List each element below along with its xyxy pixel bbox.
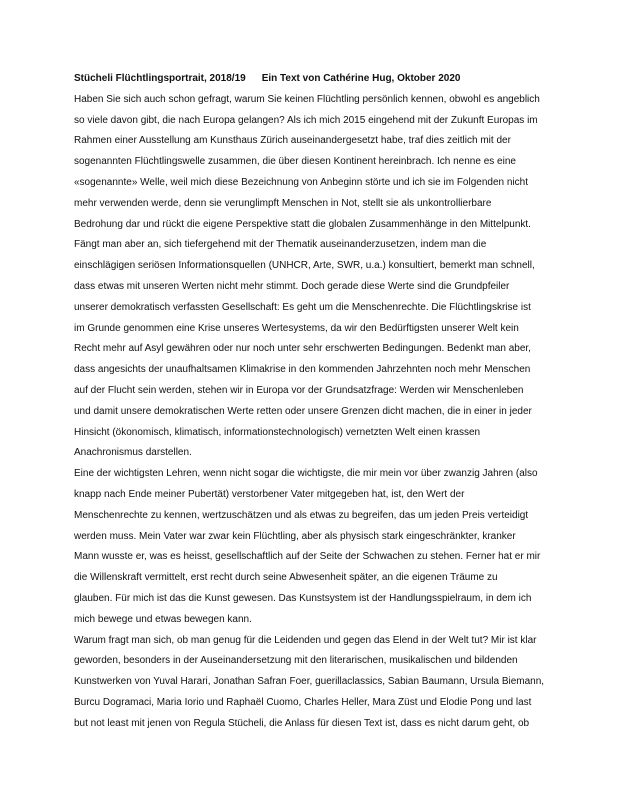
text-line: mich bewege und etwas bewegen kann. (74, 613, 252, 625)
text-line: unserer demokratisch verfassten Gesellschaft: Es geht um die Menschenrechte. Die Flüchtlingskrise ist (74, 301, 531, 313)
text-line: werden muss. Mein Vater war zwar kein Flüchtling, aber als physisch stark eingeschränkter, kranker (74, 530, 516, 542)
text-line: im Grunde genommen eine Krise unseres Wertesystems, da wir den Bedürftigsten unserer Welt kein (74, 322, 519, 334)
text-line: sogenannten Flüchtlingswelle zusammen, die über diesen Kontinent hereinbrach. Ich nenne es eine (74, 156, 516, 168)
text-line: so viele davon gibt, die nach Europa gelangen? Als ich mich 2015 eingehend mit der Zukunft Europas im (74, 114, 538, 126)
text-line: knapp nach Ende meiner Pubertät) verstorbener Vater mitgegeben hat, ist, den Wert der (74, 488, 465, 500)
text-line: Kunstwerken von Yuval Harari, Jonathan Safran Foer, guerillaclassics, Sabian Baumann, Ursula Biemann, (74, 676, 545, 688)
text-line: die Willenskraft vermittelt, erst recht durch seine Abwesenheit später, an die eigenen Träume zu (74, 572, 498, 584)
text-line: Menschenrechte zu kennen, wertzuschätzen und als etwas zu begreifen, das um jeden Preis verteidigt (74, 509, 529, 521)
document-title (74, 69, 560, 90)
title-author: Ein Text von Cathérine Hug, Oktober 2020 (261, 73, 461, 84)
text-line: glauben. Für mich ist das die Kunst gewesen. Das Kunstsystem ist der Handlungsspielraum, in dem ich (74, 592, 532, 604)
text-line: Anachronismus darstellen. (74, 447, 192, 459)
paragraph (74, 90, 560, 464)
text-line: geworden, besonders in der Auseinandersetzung mit den literarischen, musikalischen und bildenden (74, 655, 518, 667)
text-line: Burcu Dogramaci, Maria Iorio und Raphaël Cuomo, Charles Heller, Mara Züst und Elodie Pong und last (74, 696, 532, 708)
text-line: Haben Sie sich auch schon gefragt, warum Sie keinen Flüchtling persönlich kennen, obwohl es angeblich (74, 93, 540, 105)
text-line: dass etwas mit unseren Werten nicht mehr stimmt. Doch gerade diese Werte sind die Grundpfeiler (74, 280, 510, 292)
text-line: Warum fragt man sich, ob man genug für die Leidenden und gegen das Elend in der Welt tut? Mir ist klar (74, 634, 537, 646)
text-line: auf der Flucht sein werden, stehen wir in Europa vor der Grundsatzfrage: Werden wir Menschenleben (74, 384, 524, 396)
text-line: Eine der wichtigsten Lehren, wenn nicht sogar die wichtigste, die mir mein vor über zwanzig Jahren (also (74, 468, 538, 480)
paragraph (74, 464, 560, 630)
document-body (74, 69, 560, 735)
text-line: Bedrohung dar und rückt die eigene Perspektive statt die globalen Zusammenhänge in den Mittelpunkt. (74, 218, 531, 230)
text-line: mehr verwenden werde, denn sie verunglimpft Menschen in Not, stellt sie als unkontrollierbare (74, 197, 492, 209)
text-line: Recht mehr auf Asyl gewähren oder nur noch unter sehr erschwerten Bedingungen. Bedenkt man aber, (74, 343, 531, 355)
text-line: Mann wusste er, was es heisst, gesellschaftlich auf der Seite der Schwachen zu stehen. Ferner hat er mir (74, 551, 541, 563)
paragraph (74, 631, 560, 735)
title-work: Stücheli Flüchtlingsportrait, 2018/19 (74, 73, 246, 84)
text-line: Rahmen einer Ausstellung am Kunsthaus Zürich auseinandergesetzt habe, traf dies zeitlich mit der (74, 135, 511, 147)
text-line: but not least mit jenen von Regula Stücheli, die Anlass für diesen Text ist, dass es nicht darum geht, ob (74, 717, 530, 729)
text-line: Hinsicht (ökonomisch, klimatisch, informationstechnologisch) vernetzten Welt einen krassen (74, 426, 481, 438)
text-line: «sogenannte» Welle, weil mich diese Bezeichnung von Anbeginn störte und ich sie im Folgenden nicht (74, 176, 528, 188)
text-line: dass angesichts der unaufhaltsamen Klimakrise in den kommenden Jahrzehnten noch mehr Menschen (74, 364, 531, 376)
text-line: einschlägigen seriösen Informationsquellen (UNHCR, Arte, SWR, u.a.) konsultiert, bemerkt man schnell, (74, 260, 535, 272)
text-line: Fängt man aber an, sich tiefergehend mit der Thematik auseinanderzusetzen, indem man die (74, 239, 487, 251)
text-line: und damit unsere demokratischen Werte retten oder unsere Grenzen dicht machen, die in einer in jeder (74, 405, 532, 417)
